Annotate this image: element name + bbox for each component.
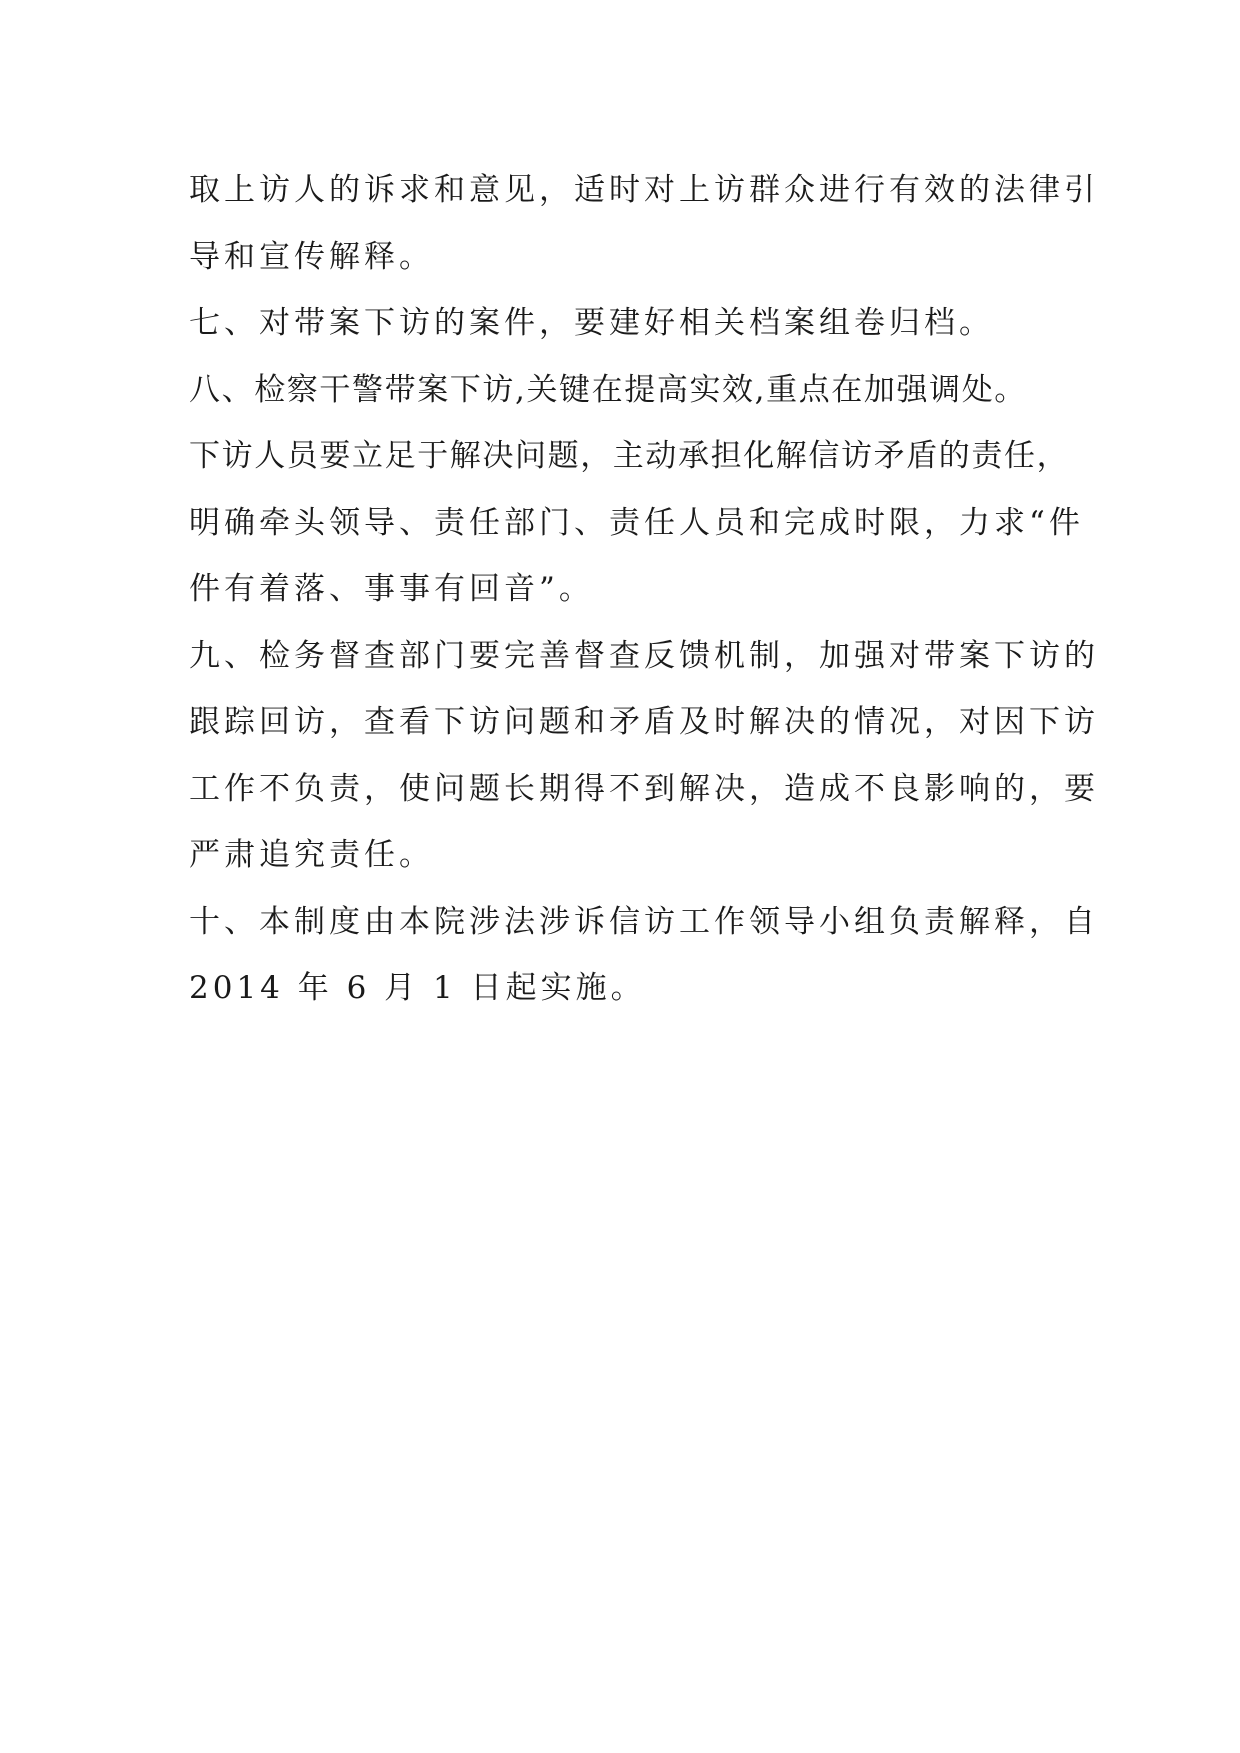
document-body: [189, 157, 1099, 1022]
text-line: 八、检察干警带案下访,关键在提高实效,重点在加强调处。: [189, 371, 1027, 408]
text-line: 九、检务督查部门要完善督查反馈机制，加强对带案下访的: [189, 637, 1099, 674]
text-line: 七、对带案下访的案件，要建好相关档案组卷归档。: [189, 305, 994, 341]
text-line: 工作不负责，使问题长期得不到解决，造成不良影响的，要: [189, 770, 1099, 807]
text-line: 取上访人的诉求和意见，适时对上访群众进行有效的法律引: [189, 172, 1099, 208]
text-line: 严肃追究责任。: [189, 837, 434, 873]
text-line: 导和宣传解释。: [189, 238, 434, 275]
text-line: 下访人员要立足于解决问题，主动承担化解信访矛盾的责任，: [189, 438, 1070, 474]
text-line: 2014 年 6 月 1 日起实施。: [189, 970, 646, 1006]
text-line: 件有着落、事事有回音”。: [189, 571, 594, 607]
text-line: 跟踪回访，查看下访问题和矛盾及时解决的情况，对因下访: [189, 704, 1099, 740]
text-line: 明确牵头领导、责任部门、责任人员和完成时限，力求“件: [189, 504, 1084, 541]
text-line: 十、本制度由本院涉法涉诉信访工作领导小组负责解释，自: [189, 903, 1099, 940]
